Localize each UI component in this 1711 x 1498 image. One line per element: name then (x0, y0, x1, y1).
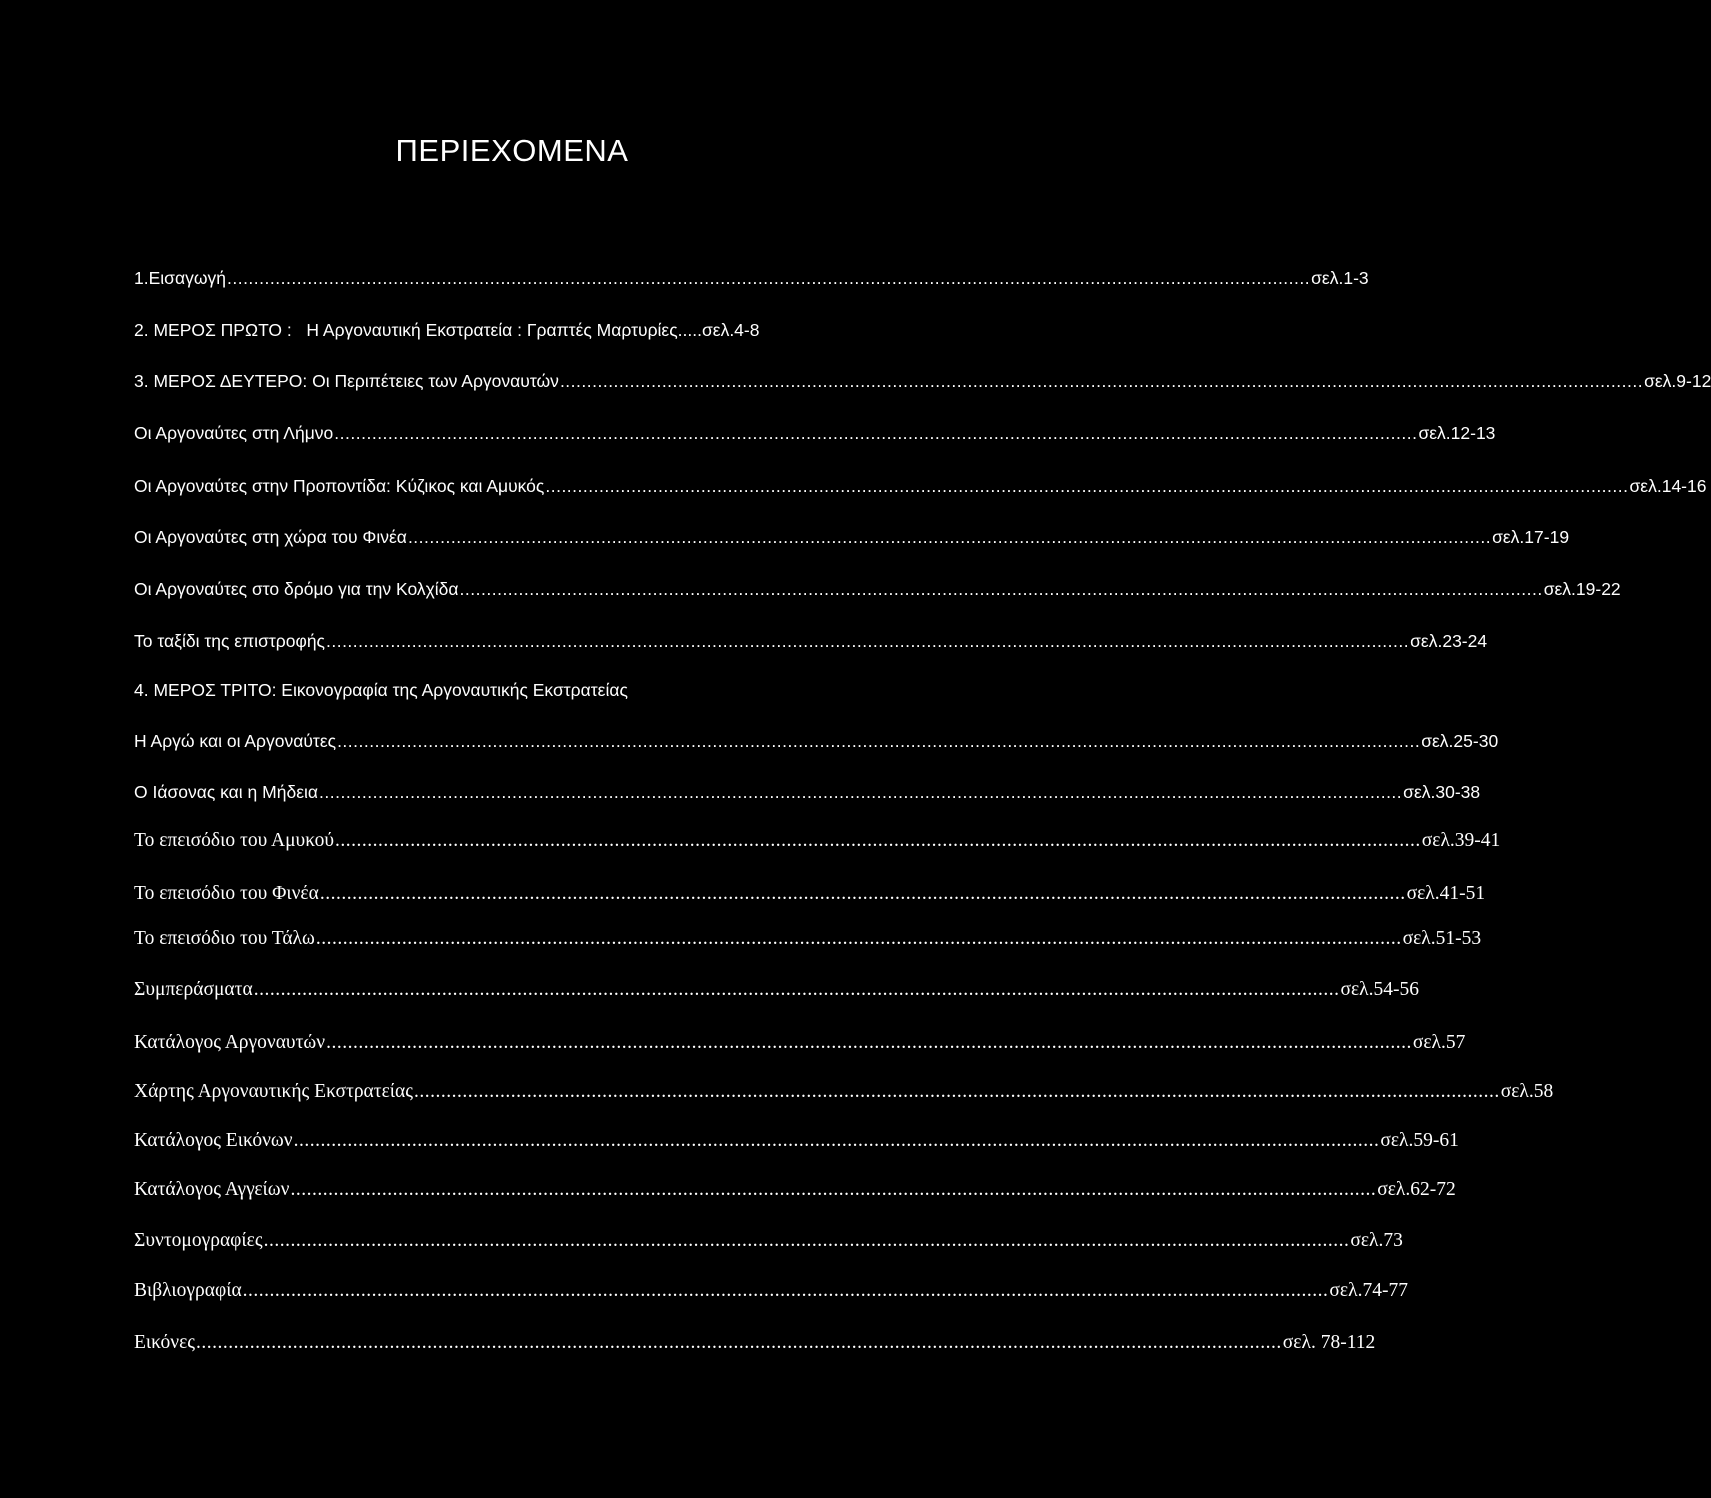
toc-entry-label: Κατάλογος Αγγείων (134, 1179, 290, 1200)
toc-entry-label: Το επεισόδιο του Αμυκού (134, 830, 335, 851)
toc-entry-page: σελ.9-12 (1644, 371, 1711, 391)
toc-leader-dots (337, 731, 1420, 752)
toc-leader-dots (196, 1332, 1282, 1354)
toc-entry-label: Κατάλογος Αργοναυτών (134, 1032, 326, 1053)
toc-leader-dots (334, 423, 1417, 444)
toc-entry (134, 631, 1487, 661)
toc-entry (134, 1280, 1408, 1310)
toc-entry-page: σελ. 78-112 (1282, 1332, 1376, 1353)
toc-entry (134, 928, 1481, 958)
toc-leader-dots (294, 1130, 1380, 1152)
toc-entry-label: Οι Αργοναύτες στη Λήμνο (134, 423, 334, 443)
toc-entry (134, 476, 1706, 506)
toc-entry-page: σελ.30-38 (1403, 782, 1481, 802)
toc-entry-label: Συντομογραφίες (134, 1230, 263, 1251)
toc-leader-dots (320, 883, 1406, 905)
toc-entry-page: σελ.25-30 (1421, 731, 1499, 751)
toc-entry-page: σελ.41-51 (1406, 883, 1486, 904)
toc-entry-label: Το επεισόδιο του Φινέα (134, 883, 319, 904)
toc-entry (134, 579, 1621, 609)
toc-entry (134, 731, 1498, 761)
toc-entry-page: .....σελ.4-8 (677, 320, 760, 340)
toc-entry-page: σελ.59-61 (1380, 1130, 1459, 1151)
toc-leader-dots (227, 268, 1310, 289)
toc-entry-label: Οι Αργοναύτες στο δρόμο για την Κολχίδα (134, 579, 459, 599)
toc-entry (134, 423, 1495, 453)
toc-leader-dots (545, 476, 1628, 497)
toc-entry (134, 979, 1419, 1009)
toc-entry (134, 527, 1569, 557)
toc-entry-page: σελ.19-22 (1543, 579, 1621, 599)
toc-entry (134, 1032, 1465, 1062)
toc-leader-dots (264, 1230, 1350, 1252)
toc-entry (134, 371, 1711, 401)
toc-entry-label: Κατάλογος Εικόνων (134, 1130, 293, 1151)
toc-entry-label: Το ταξίδι της επιστροφής (134, 631, 325, 651)
toc-entry-label: 3. ΜΕΡΟΣ ΔΕΥΤΕΡΟ: Οι Περιπέτειες των Αργοναυτών (134, 371, 559, 391)
toc-entry-page: σελ.58 (1500, 1081, 1554, 1102)
toc-leader-dots (290, 1179, 1376, 1201)
toc-entry-page: σελ.54-56 (1340, 979, 1419, 1000)
toc-entry-page: σελ.14-16 (1629, 476, 1707, 496)
toc-leader-dots (408, 527, 1491, 548)
toc-entry-label: Το επεισόδιο του Τάλω (134, 928, 315, 949)
toc-entry (134, 1179, 1456, 1209)
toc-entry-label: Χάρτης Αργοναυτικής Εκστρατείας (134, 1081, 413, 1102)
toc-entry (134, 1130, 1459, 1160)
toc-entry-label: Οι Αργοναύτες στην Προποντίδα: Κύζικος και Αμυκός (134, 476, 545, 496)
toc-leader-dots (460, 579, 1543, 600)
toc-entry-page: σελ.51-53 (1402, 928, 1482, 949)
toc-entry-page: σελ.12-13 (1418, 423, 1496, 443)
toc-entry-page: σελ.74-77 (1329, 1280, 1408, 1301)
toc-section-heading (134, 680, 628, 710)
toc-entry-page: σελ.62-72 (1377, 1179, 1456, 1200)
page-title: ΠΕΡΙΕΧΟΜΕΝΑ (395, 133, 629, 168)
toc-entry (134, 320, 759, 350)
toc-entry (134, 1230, 1403, 1260)
toc-entry-label: Εικόνες (134, 1332, 196, 1353)
toc-entry-label: Βιβλιογραφία (134, 1280, 242, 1301)
toc-leader-dots (335, 830, 1421, 852)
toc-leader-dots (316, 928, 1402, 950)
toc-entry (134, 1081, 1553, 1111)
toc-entry (134, 1332, 1375, 1362)
toc-entry (134, 782, 1480, 812)
toc-leader-dots (243, 1280, 1329, 1302)
toc-entry (134, 268, 1369, 298)
toc-entry-page: σελ.73 (1350, 1230, 1403, 1251)
toc-entry-label: Ο Ιάσονας και η Μήδεια (134, 782, 319, 802)
toc-entry-page: σελ.23-24 (1410, 631, 1488, 651)
toc-entry-label: 2. ΜΕΡΟΣ ΠΡΩΤΟ : Η Αργοναυτική Εκστρατεία : Γραπτές Μαρτυρίες (134, 320, 678, 340)
toc-leader-dots (560, 371, 1643, 392)
toc-leader-dots (254, 979, 1340, 1001)
toc-leader-dots (326, 631, 1409, 652)
toc-entry-label: Οι Αργοναύτες στη χώρα του Φινέα (134, 527, 407, 547)
toc-entry (134, 883, 1485, 913)
toc-entry-label: 1.Εισαγωγή (134, 268, 226, 288)
toc-entry (134, 830, 1500, 860)
toc-entry-page: σελ.1-3 (1311, 268, 1369, 288)
toc-entry-label: 4. ΜΕΡΟΣ ΤΡΙΤΟ: Εικονογραφία της Αργοναυτικής Εκστρατείας (134, 680, 628, 700)
toc-leader-dots (326, 1032, 1412, 1054)
toc-entry-page: σελ.57 (1412, 1032, 1466, 1053)
toc-leader-dots (319, 782, 1402, 803)
toc-entry-page: σελ.17-19 (1492, 527, 1570, 547)
toc-entry-label: Η Αργώ και οι Αργοναύτες (134, 731, 337, 751)
toc-leader-dots (414, 1081, 1500, 1103)
toc-entry-label: Συμπεράσματα (134, 979, 253, 1000)
toc-entry-page: σελ.39-41 (1421, 830, 1501, 851)
